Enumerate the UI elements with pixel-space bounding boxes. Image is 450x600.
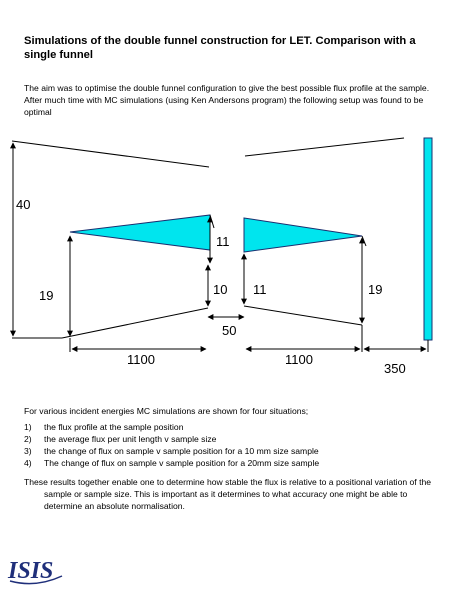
right-funnel-bottom-edge bbox=[244, 306, 362, 325]
closing-paragraph: These results together enable one to determine how stable the flux is relative to a positional variation of the sample or sample size. This is important as it determines to what accuracy one might be able to determine an absolute normalisation. bbox=[24, 477, 432, 511]
list-item: 1) the flux profile at the sample position bbox=[24, 422, 184, 432]
left-wedge-tip bbox=[210, 215, 214, 228]
list-item-text: the flux profile at the sample position bbox=[44, 422, 184, 432]
left-funnel-top-edge bbox=[12, 141, 209, 167]
results-lead: For various incident energies MC simulations are shown for four situations; bbox=[24, 406, 309, 416]
list-item: 2) the average flux per unit length v sample size bbox=[24, 434, 217, 444]
list-item-text: the average flux per unit length v sample size bbox=[44, 434, 217, 444]
list-item-text: the change of flux on sample v sample position for a 10 mm size sample bbox=[44, 446, 319, 456]
gap-height-label: 11 bbox=[216, 234, 230, 249]
results-list bbox=[24, 421, 434, 469]
left-length-label: 1100 bbox=[127, 352, 155, 367]
list-item: 3) the change of flux on sample v sample position for a 10 mm size sample bbox=[24, 446, 319, 456]
left-exit-height-label: 10 bbox=[213, 282, 228, 297]
isis-logo bbox=[6, 548, 66, 588]
right-exit-height-label: 19 bbox=[368, 282, 383, 297]
left-funnel-bottom-edge bbox=[62, 308, 208, 338]
sample-block bbox=[424, 138, 432, 340]
intro-paragraph: The aim was to optimise the double funnel configuration to give the best possible flux profile at the sample. After much time with MC simulations (using Ken Andersons program) the following setup was found to be optimal bbox=[24, 83, 430, 117]
right-entry-height-label: 11 bbox=[253, 282, 267, 297]
list-item-text: The change of flux on sample v sample position for a 20mm size sample bbox=[44, 458, 320, 468]
gap-length-label: 50 bbox=[222, 323, 237, 338]
list-item: 4) The change of flux on sample v sample position for a 20mm size sample bbox=[24, 458, 320, 468]
right-funnel-top-edge bbox=[245, 138, 404, 156]
right-length-label: 1100 bbox=[285, 352, 313, 367]
right-wedge-tip bbox=[362, 236, 366, 246]
left-inner-height-label: 19 bbox=[39, 288, 54, 303]
page-title: Simulations of the double funnel construction for LET. Comparison with a single funnel bbox=[24, 35, 416, 61]
right-guide-wedge bbox=[244, 218, 362, 252]
left-guide-wedge bbox=[70, 215, 210, 250]
left-height-label: 40 bbox=[16, 197, 31, 212]
sample-distance-label: 350 bbox=[384, 361, 406, 376]
logo-text: ISIS bbox=[8, 558, 54, 584]
results-section bbox=[24, 405, 434, 512]
